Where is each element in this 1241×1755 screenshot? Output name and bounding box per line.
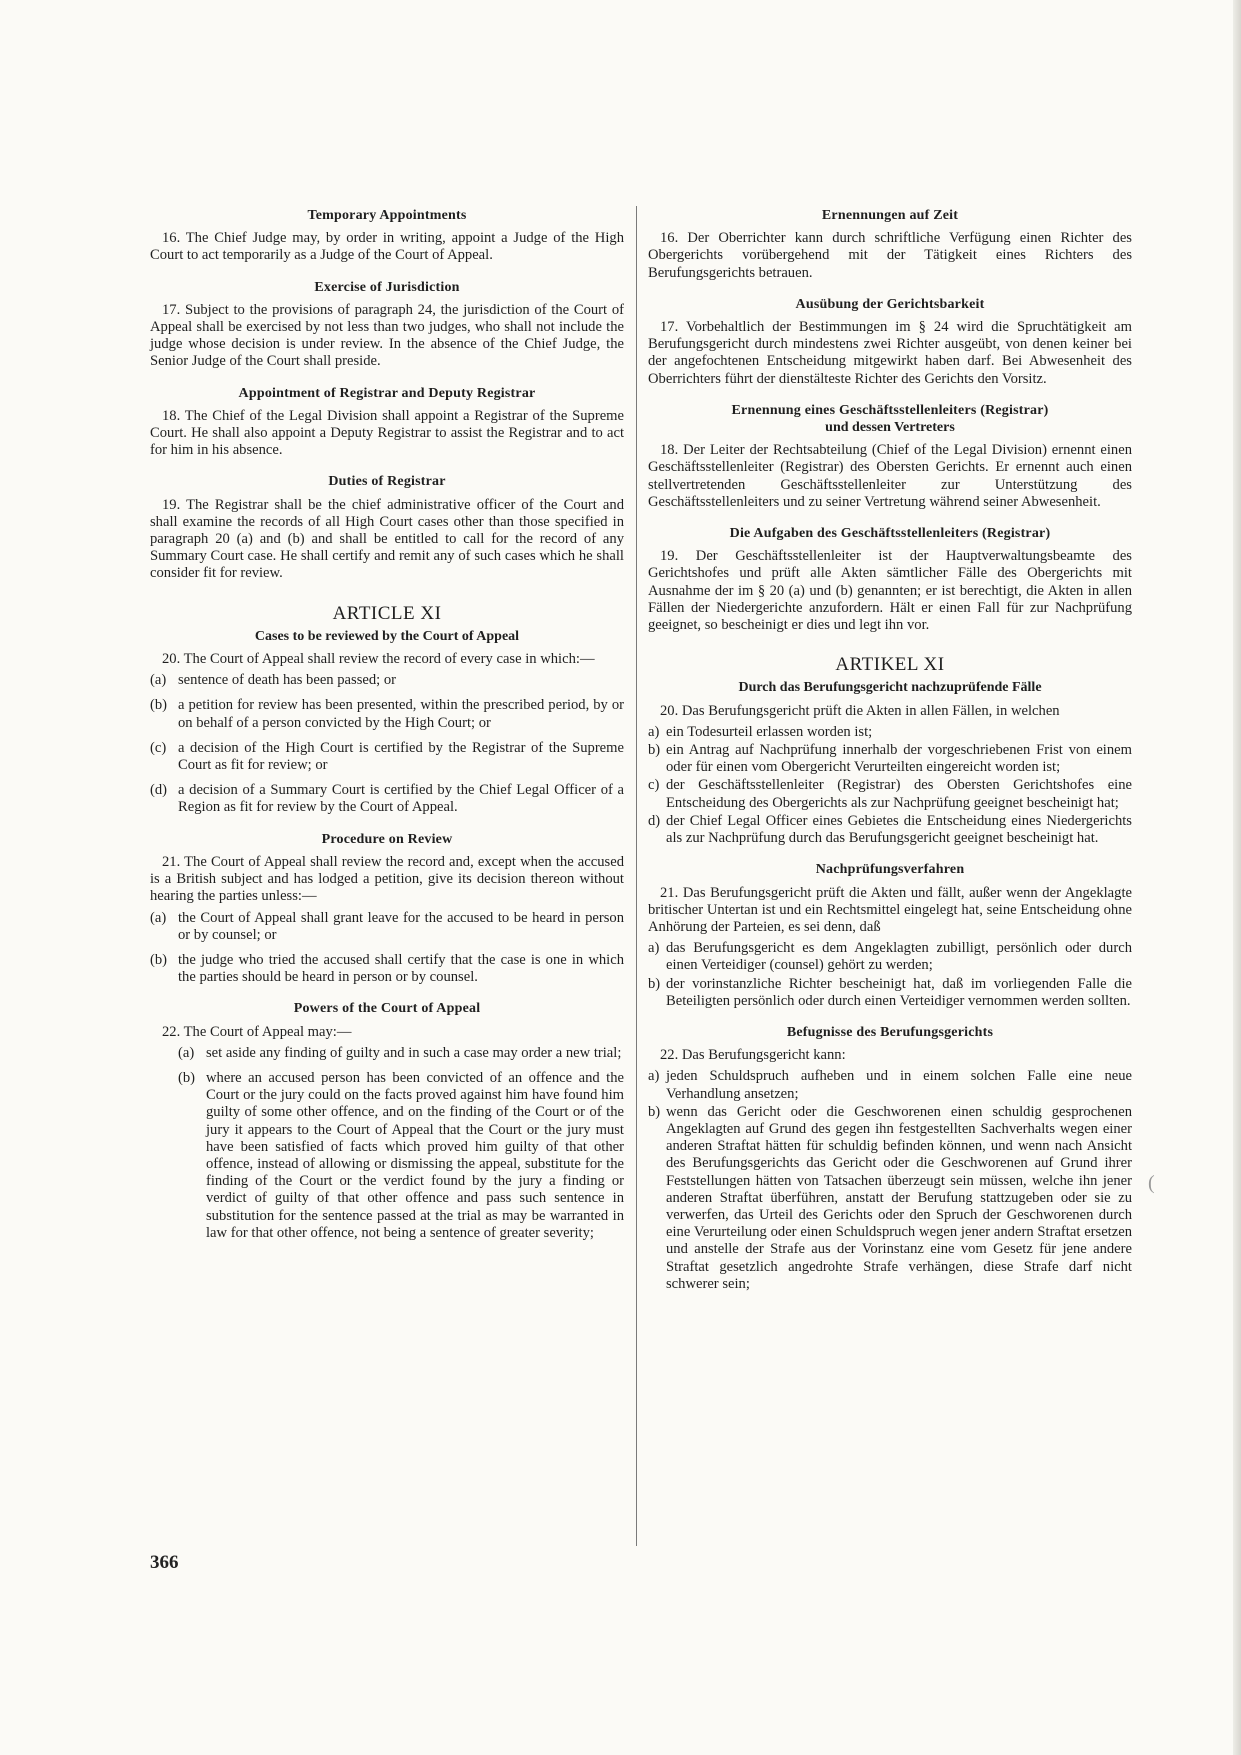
paragraph: 16. Der Oberrichter kann durch schriftliche Verfügung einen Richter des Obergerichts vorübergehend mit der Tätigkeit eines Richters des Berufungsgerichts betrauen.: [648, 230, 1132, 281]
item-label: (b): [178, 1069, 196, 1086]
item-label: (a): [150, 909, 167, 926]
section-heading: Procedure on Review: [321, 831, 453, 847]
list-item: [150, 952, 624, 986]
list-item: [648, 742, 1132, 776]
item-text: der vorinstanzliche Richter bescheinigt hat, daß im vorliegenden Falle die Beteiligten persönlich oder durch einen Verteidiger vernommen werden sollten.: [666, 975, 1132, 1009]
item-text: jeden Schuldspruch aufheben und in einem solchen Falle eine neue Verhandlung ansetzen;: [666, 1068, 1132, 1102]
item-label: (d): [150, 782, 168, 799]
paragraph: 17. Vorbehaltlich der Bestimmungen im § 24 wird die Spruchtätigkeit am Berufungsgericht durch mindestens zwei Richter ausgeübt, von denen keiner bei der angefochtenen Entscheidung mitgewirkt haben darf. Bei Abwesenheit des Oberrichters führt der dienstälteste Richter des Gerichts den Vorsitz.: [648, 319, 1132, 387]
list-item: [150, 782, 624, 816]
item-list: [150, 910, 624, 987]
page-number: 366: [150, 1552, 179, 1573]
german-column: [648, 207, 1132, 1294]
section-heading: Duties of Registrar: [328, 474, 446, 490]
page-edge-shadow: [1233, 0, 1241, 1755]
item-text: der Geschäftsstellenleiter (Registrar) des Obersten Gerichtshofes eine Entscheidung des Obergerichts als zur Nachprüfung geeignet bescheinigt hat;: [666, 777, 1132, 811]
item-text: a petition for review has been presented, within the prescribed period, by or on behalf of a person convicted by the High Court; or: [178, 697, 624, 731]
section-heading: Die Aufgaben des Geschäftsstellenleiters (Registrar): [729, 526, 1051, 542]
list-item: [150, 697, 624, 731]
section-heading: Befugnisse des Berufungsgerichts: [786, 1024, 994, 1040]
item-text: sentence of death has been passed; or: [178, 672, 397, 689]
paragraph: 20. Das Berufungsgericht prüft die Akten in allen Fällen, in welchen: [660, 702, 1060, 719]
item-text: der Chief Legal Officer eines Gebietes die Entscheidung eines Niedergerichts als zur Nachprüfung durch das Berufungsgericht geeignet bescheinigt hat.: [666, 812, 1132, 847]
paragraph: 16. The Chief Judge may, by order in writing, appoint a Judge of the High Court to act temporarily as a Judge of the Court of Appeal.: [150, 230, 624, 264]
item-list: [648, 1068, 1132, 1293]
list-item: [178, 1070, 624, 1242]
item-label: d): [648, 812, 661, 829]
column-divider: [636, 206, 637, 1546]
item-label: b): [648, 742, 661, 759]
item-label: a): [648, 1068, 660, 1085]
list-item: [648, 1104, 1132, 1293]
item-label: (a): [150, 672, 167, 689]
paragraph: 17. Subject to the provisions of paragraph 24, the jurisdiction of the Court of Appeal shall be exercised by not less than two judges, who shall not include the judge whose decision is under review. In the absence of the Chief Judge, the Senior Judge of the Court shall preside.: [150, 301, 624, 370]
item-label: c): [648, 777, 660, 794]
item-text: the Court of Appeal shall grant leave for the accused to be heard in person or by counsel; or: [178, 909, 624, 943]
section-heading: Nachprüfungsverfahren: [815, 862, 965, 878]
section-heading: Appointment of Registrar and Deputy Registrar: [238, 385, 536, 401]
paragraph: 22. Das Berufungsgericht kann:: [660, 1047, 846, 1064]
item-list: [648, 724, 1132, 847]
paragraph: 21. Das Berufungsgericht prüft die Akten und fällt, außer wenn der Angeklagte britischer Untertan ist und ein Rechtsmittel eingelegt hat, seine Entscheidung ohne Anhörung der Parteien, es sei denn, daß: [648, 884, 1132, 935]
item-list: [150, 1045, 624, 1242]
scan-mark: (: [1148, 1172, 1155, 1194]
item-text: wenn das Gericht oder die Geschworenen einen schuldig gesprochenen Angeklagten auf Grund des gegen ihn festgestellten Sachverhalts wegen einer anderen Straftat hätten für schuldig befinden können, und wenn nach Ansicht des Berufungsgerichts das Gericht oder die Geschworenen auf Grund ihrer Feststellungen hätten von Tatsachen überzeugt sein müssen, welche ihn jener anderen Straftat überführen, anstatt der Berufung stattzugeben oder sie zu verwerfen, das Urteil des Gerichts oder den Spruch der Geschworenen durch eine Verurteilung oder einen Schuldspruch wegen jener andern Straftat ersetzen und anstelle der Strafe aus der Vorinstanz eine vom Gesetz für jene andere Straftat gesetzlich angedrohte Strafe verhängen, diese Strafe darf nicht schwerer sein;: [666, 1103, 1132, 1292]
item-list: [648, 940, 1132, 1010]
article-title: ARTICLE XI: [332, 602, 442, 624]
list-item: [150, 910, 624, 944]
article-heading: Durch das Berufungsgericht nachzuprüfende Fälle: [738, 680, 1042, 696]
item-text: a decision of a Summary Court is certified by the Chief Legal Officer of a Region as fit for review by the Court of Appeal.: [178, 782, 624, 816]
section-subheading: und dessen Vertreters: [825, 420, 955, 436]
item-text: where an accused person has been convicted of an offence and the Court or the jury could on the facts proved against him have found him guilty of some other offence, and on the finding of the Court or of the jury it appears to the Court of Appeal that the Court or the jury must have been satisfied of facts which proved him guilty of that other offence, instead of allowing or dismissing the appeal, substitute for the finding of the Court or the verdict found by the jury a finding or verdict of guilty of that other offence and pass such sentence in substitution for the sentence passed at the trial as may be warranted in law for that other offence, not being a sentence of greater severity;: [206, 1069, 624, 1241]
item-label: b): [648, 975, 661, 992]
section-heading: Ausübung der Gerichtsbarkeit: [795, 296, 985, 312]
section-heading: Ernennung eines Geschäftsstellenleiters (Registrar): [731, 402, 1049, 418]
paragraph: 21. The Court of Appeal shall review the record and, except when the accused is a British subject and has lodged a petition, give its decision thereon without hearing the parties unless:—: [150, 853, 624, 905]
list-item: [150, 672, 624, 689]
list-item: [178, 1045, 624, 1062]
list-item: [648, 724, 1132, 741]
item-label: (b): [150, 951, 168, 968]
item-text: ein Antrag auf Nachprüfung innerhalb der vorgeschriebenen Frist von einem oder für einen vom Obergericht Verurteilten eingereicht worden ist;: [666, 742, 1132, 776]
item-text: ein Todesurteil erlassen worden ist;: [666, 723, 873, 740]
item-label: b): [648, 1103, 661, 1120]
section-heading: Powers of the Court of Appeal: [293, 1001, 481, 1017]
section-heading: Temporary Appointments: [307, 208, 467, 223]
paragraph: 18. Der Leiter der Rechtsabteilung (Chief of the Legal Division) ernennt einen Geschäftsstellenleiter (Registrar) des Obersten Gerichts. Er ernennt auch einen stellvertretenden Geschäftsstellenleiter zur Unterstützung des Geschäftsstellenleiters und zu seiner Vertretung während seiner Abwesenheit.: [648, 442, 1132, 510]
item-label: (c): [150, 739, 167, 756]
paragraph: 20. The Court of Appeal shall review the record of every case in which:—: [162, 651, 595, 668]
item-label: (a): [178, 1044, 195, 1061]
list-item: [648, 976, 1132, 1010]
paragraph: 19. The Registrar shall be the chief administrative officer of the Court and shall examine the records of all High Court cases other than those specified in paragraph 20 (a) and (b) and shall be entitled to call for the record of any Summary Court case. He shall certify and remit any of such cases which he shall consider fit for review.: [150, 496, 624, 582]
paragraph: 22. The Court of Appeal may:—: [162, 1023, 352, 1040]
item-text: das Berufungsgericht es dem Angeklagten zubilligt, persönlich oder durch einen Verteidiger (counsel) gehört zu werden;: [666, 940, 1132, 974]
section-heading: Ernennungen auf Zeit: [821, 208, 959, 223]
english-column: [150, 207, 624, 1250]
item-label: a): [648, 723, 660, 740]
paragraph: 19. Der Geschäftsstellenleiter ist der Hauptverwaltungsbeamte des Gerichtshofes und prüft alle Akten sämtlicher Fälle des Obergerichts mit Ausnahme der im § 20 (a) und (b) genannten; er ist berechtigt, die Akten in allen Fällen der Niedergerichte anzufordern. Hält er einen Fall für zur Nachprüfung geeignet, so bescheinigt er dies und legt ihn vor.: [648, 548, 1132, 634]
paragraph: 18. The Chief of the Legal Division shall appoint a Registrar of the Supreme Court. He shall also appoint a Deputy Registrar to assist the Registrar and to act for him in his absence.: [150, 407, 624, 459]
item-list: [150, 672, 624, 816]
list-item: [648, 813, 1132, 847]
section-heading: Exercise of Jurisdiction: [314, 279, 460, 295]
list-item: [648, 777, 1132, 811]
article-title: ARTIKEL XI: [835, 654, 945, 676]
item-text: set aside any finding of guilty and in such a case may order a new trial;: [206, 1044, 622, 1061]
list-item: [648, 1068, 1132, 1102]
list-item: [150, 740, 624, 774]
item-label: (b): [150, 697, 168, 714]
item-label: a): [648, 940, 660, 957]
list-item: [648, 940, 1132, 974]
article-heading: Cases to be reviewed by the Court of Appeal: [254, 628, 520, 644]
item-text: a decision of the High Court is certified by the Registrar of the Supreme Court as fit for review; or: [178, 739, 624, 774]
item-text: the judge who tried the accused shall certify that the case is one in which the parties should be heard in person or by counsel.: [178, 951, 624, 986]
